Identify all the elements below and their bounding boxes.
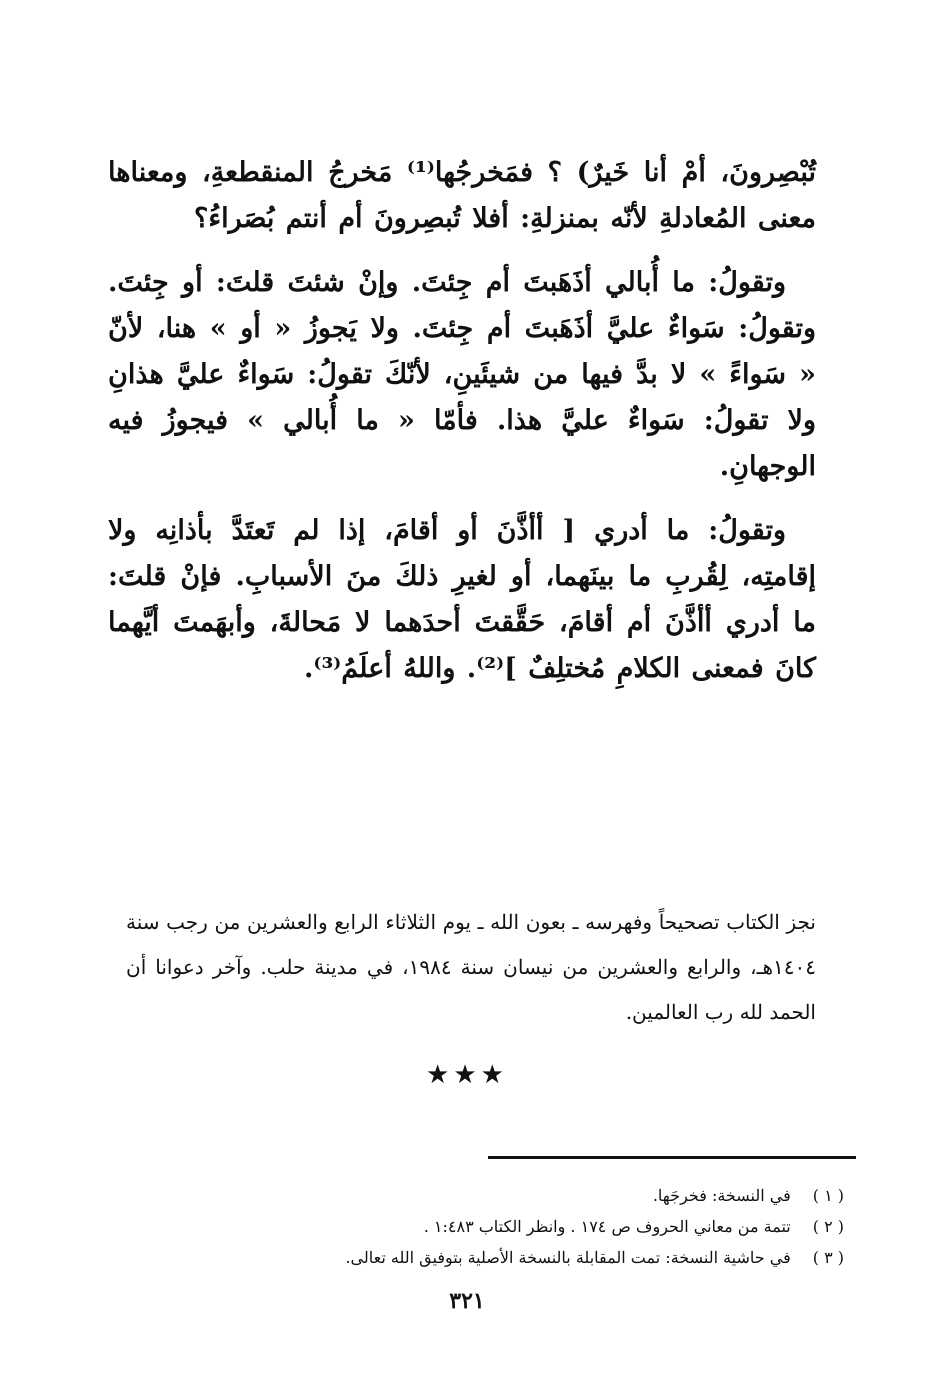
footnote-text: في حاشية النسخة: تمت المقابلة بالنسخة الأصلية بتوفيق الله تعالى. — [345, 1248, 791, 1267]
colophon-text: نجز الكتاب تصحيحاً وفهرسه ـ بعون الله ـ يوم الثلاثاء الرابع والعشرين من رجب سنة ١٤٠٤هـ، والرابع والعشرين من نيسان سنة ١٩٨٤، في مدينة حلب. وآخر دعوانا أن الحمد لله رب العالمين. — [126, 910, 817, 1024]
footnote-2 — [124, 1211, 844, 1242]
footnote-marker: ( ١ ) — [812, 1186, 844, 1205]
footnote-3 — [124, 1242, 844, 1273]
footnote-text: تتمة من معاني الحروف ص ١٧٤ . وانظر الكتاب ١:٤٨٣ . — [423, 1217, 791, 1236]
main-text-body — [108, 150, 816, 710]
page-number: ٣٢١ — [449, 1288, 485, 1314]
footnote-divider — [488, 1156, 856, 1159]
paragraph-2: وتقولُ: ما أُبالي أذَهَبتَ أم جِئتَ. وإنْ شئتَ قلتَ: أو جِئتَ. وتقولُ: سَواءٌ عليَّ أذَهَبتَ أم جِئتَ. ولا يَجوزُ « أو » هنا، لأنّ « سَواءً » لا بدَّ فيها من شيئَينِ، لأنّكَ تقولُ: سَواءٌ عليَّ هذانِ ولا تقولُ: سَواءٌ عليَّ هذا. فأمّا « ما أُبالي » فيجوزُ فيه الوجهانِ. — [108, 267, 816, 482]
paragraph-3: وتقولُ: ما أدري [ أأذَّنَ أو أقامَ، إذا لم تَعتَدَّ بأذانِه ولا إقامتِه، لِقُربِ ما بينَهما، أو لغيرِ ذلكَ منَ الأسبابِ. فإنْ قلتَ: ما أدري أأذَّنَ أم أقامَ، حَقَّقتَ أحدَهما لا مَحالةَ، وأبهَمتَ أيَّهما كانَ فمعنى الكلامِ مُختلِفٌ ]⁽²⁾. واللهُ أعلَمُ⁽³⁾. — [108, 515, 816, 684]
footnote-marker: ( ٣ ) — [812, 1248, 844, 1267]
footnote-text: في النسخة: فخرجَها. — [652, 1186, 791, 1205]
separator-stars: ★★★ — [426, 1060, 508, 1090]
footnote-1 — [124, 1180, 844, 1211]
paragraph-1: تُبْصِرونَ، أمْ أنا خَيرٌ) ؟ فمَخرجُها⁽¹⁾ مَخرجُ المنقطعةِ، ومعناها معنى المُعادلةِ لأنّه بمنزلةِ: أفلا تُبصِرونَ أم أنتم بُصَراءُ؟ — [108, 157, 816, 234]
footnotes — [124, 1180, 844, 1273]
footnote-marker: ( ٢ ) — [812, 1217, 844, 1236]
